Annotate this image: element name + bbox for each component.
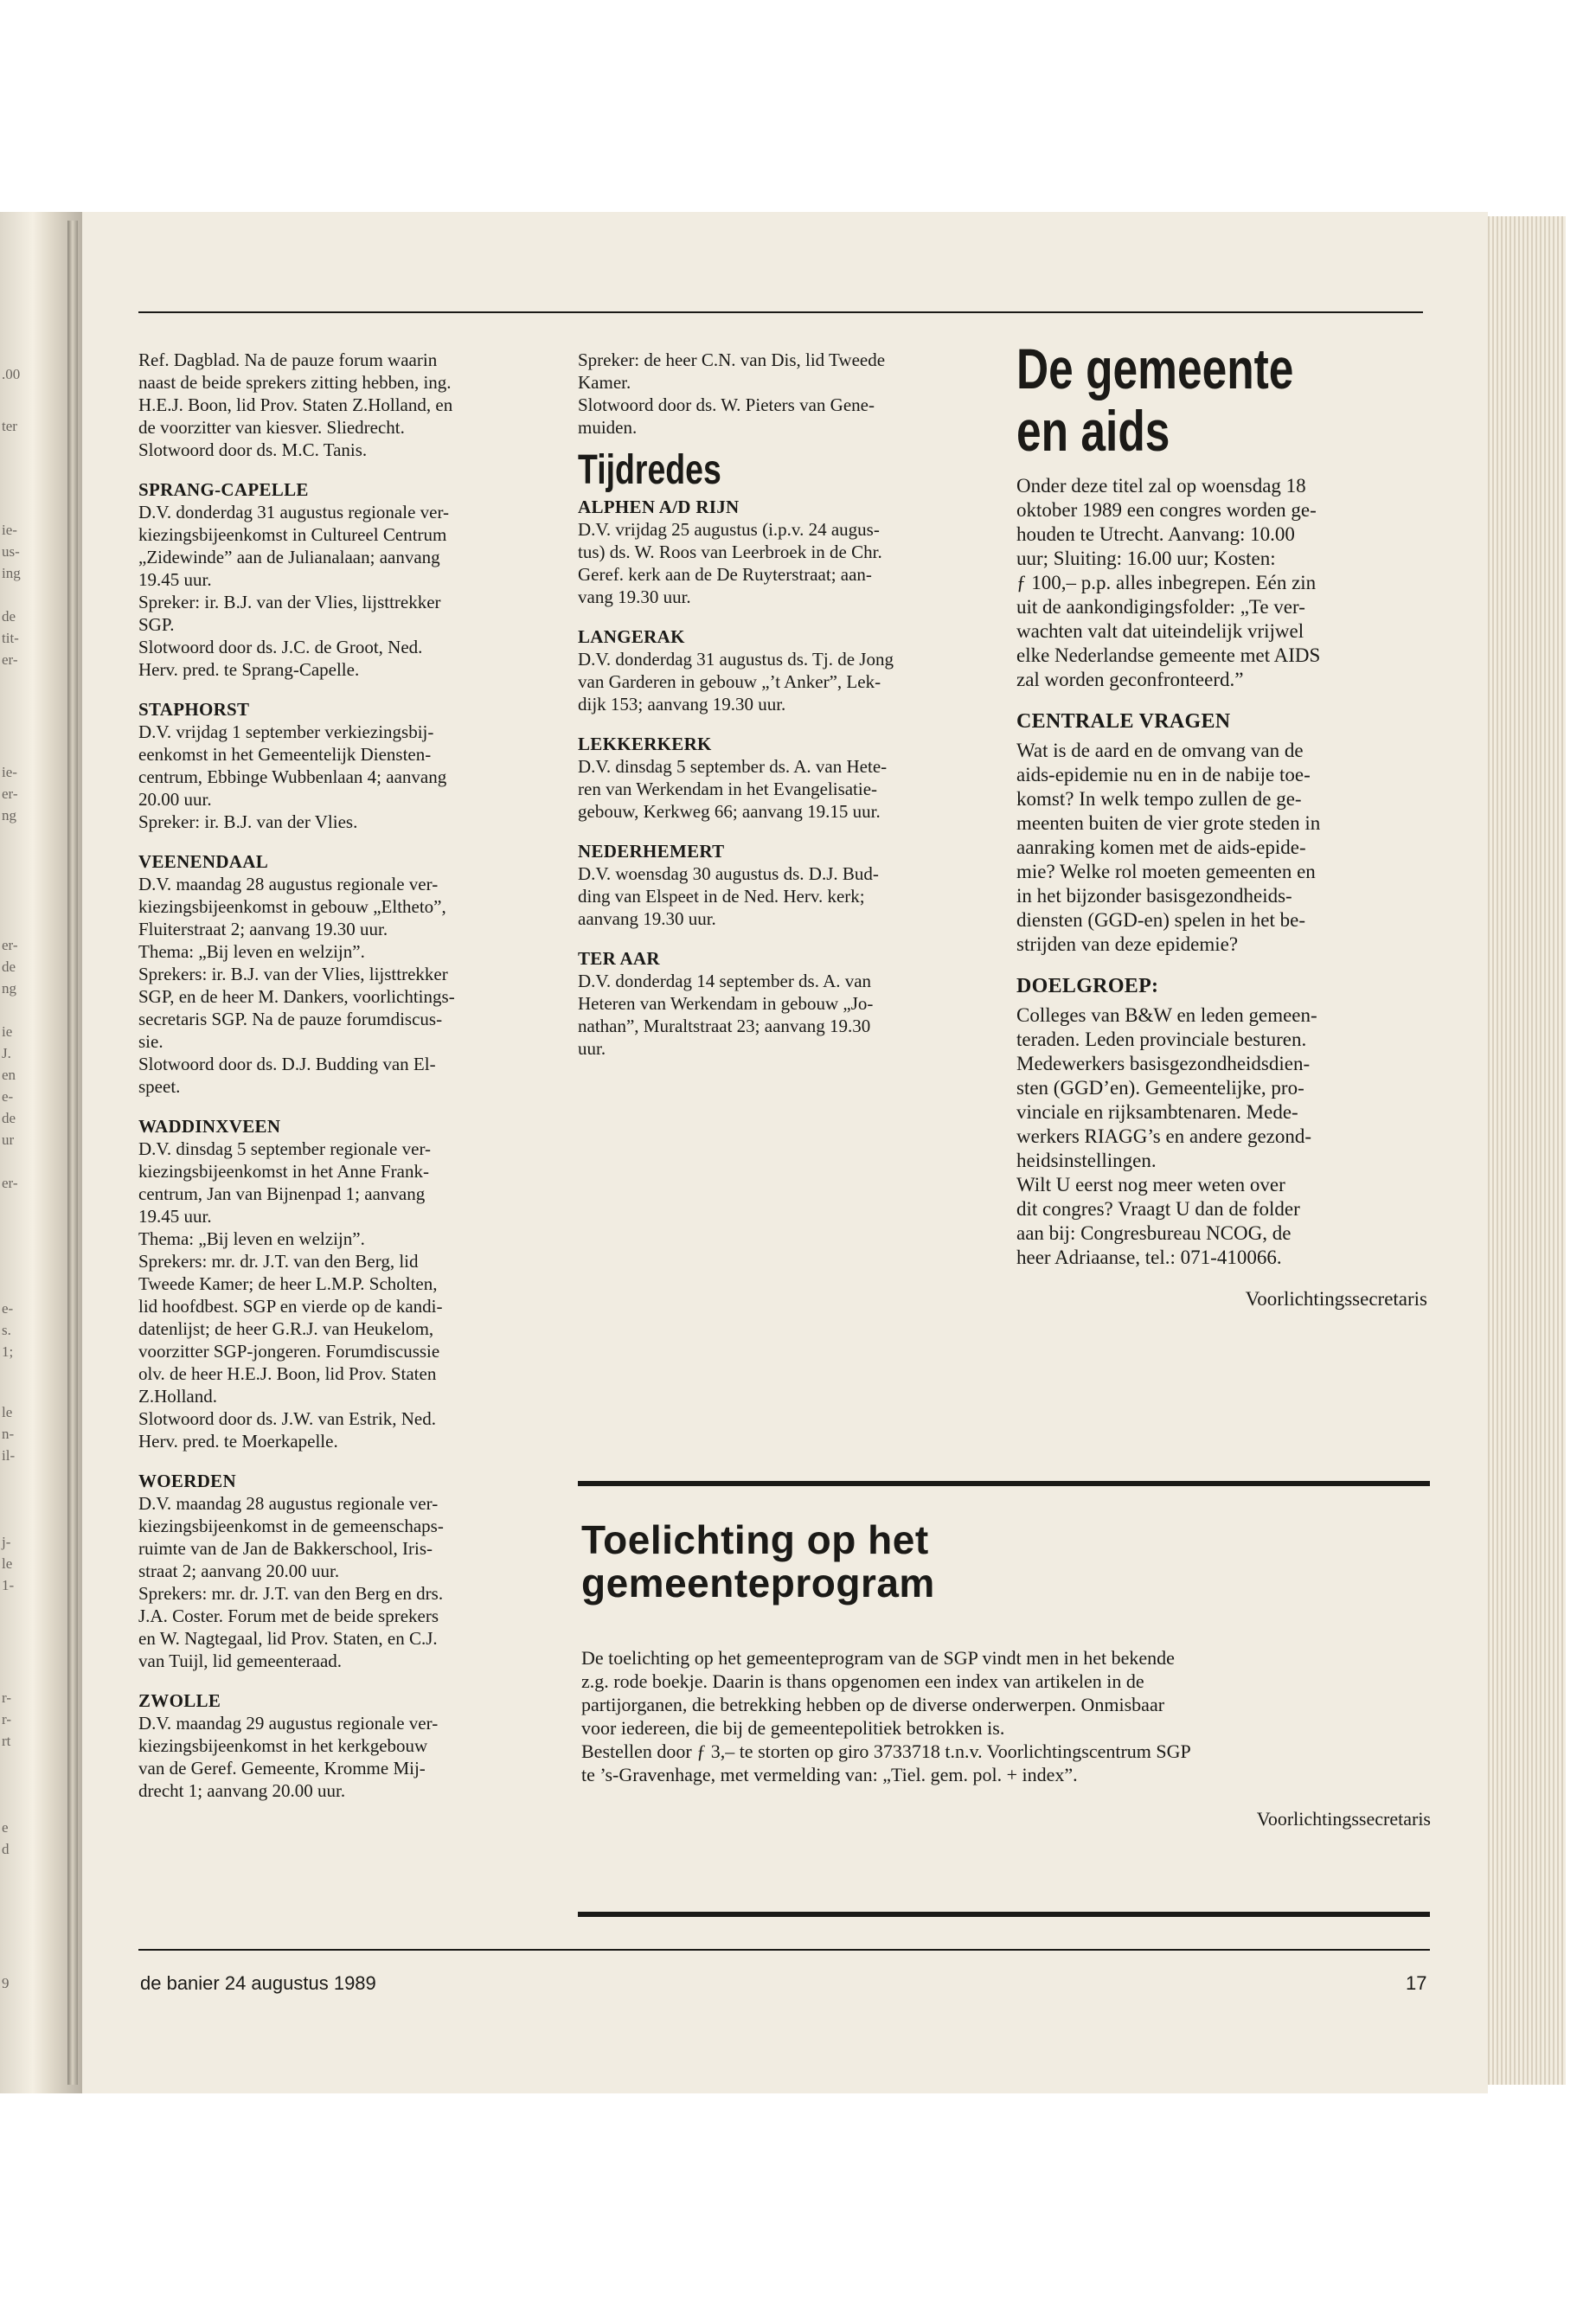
col2-intro-line: Kamer. bbox=[578, 372, 631, 393]
col1-block-line: SGP, en de heer M. Dankers, voorlichtings- bbox=[138, 986, 455, 1007]
col1-block-line: kiezingsbijeenkomst in de gemeenschaps- bbox=[138, 1516, 444, 1536]
col2-block-heading: TER AAR bbox=[578, 948, 660, 969]
margin-fragment: le bbox=[2, 1404, 13, 1420]
col3-block-line: aan bij: Congresbureau NCOG, de bbox=[1016, 1222, 1292, 1244]
col2-block-heading: NEDERHEMERT bbox=[578, 841, 725, 862]
col1-block-heading: SPRANG-CAPELLE bbox=[138, 479, 309, 500]
col3-intro-line: wachten valt dat uiteindelijk vrijwel bbox=[1016, 620, 1304, 642]
col2-block-line: D.V. woensdag 30 augustus ds. D.J. Bud- bbox=[578, 863, 879, 884]
toelichting-top-rule bbox=[578, 1481, 1430, 1486]
col2-intro-line: Spreker: de heer C.N. van Dis, lid Tweede bbox=[578, 349, 886, 370]
col1-block-line: van Tuijl, lid gemeenteraad. bbox=[138, 1650, 343, 1671]
margin-fragment: de bbox=[2, 1110, 16, 1126]
col1-block-line: voorzitter SGP-jongeren. Forumdiscussie bbox=[138, 1341, 440, 1362]
margin-fragment: er- bbox=[2, 651, 18, 668]
col3-block-line: meenten buiten de vier grote steden in bbox=[1016, 812, 1321, 834]
col1-block-line: Fluiterstraat 2; aanvang 19.30 uur. bbox=[138, 919, 388, 939]
col2-intro-line: Slotwoord door ds. W. Pieters van Gene- bbox=[578, 394, 875, 415]
col3-intro-line: houden te Utrecht. Aanvang: 10.00 bbox=[1016, 523, 1295, 545]
col2-section-title: Tijdredes bbox=[578, 447, 721, 493]
column-2 bbox=[578, 349, 993, 1077]
col3-block-line: Medewerkers basisgezondheidsdien- bbox=[1016, 1053, 1311, 1074]
col1-block-line: Sprekers: mr. dr. J.T. van den Berg, lid bbox=[138, 1251, 419, 1272]
col2-block-line: aanvang 19.30 uur. bbox=[578, 908, 716, 929]
binding-edge bbox=[67, 221, 78, 2085]
col3-title-line2: en aids bbox=[1016, 399, 1170, 463]
col1-block bbox=[138, 698, 545, 833]
col3-signature: Voorlichtingssecretaris bbox=[1245, 1288, 1427, 1310]
col1-block-line: speet. bbox=[138, 1076, 181, 1097]
toelichting-body bbox=[581, 1646, 1431, 1786]
col1-block-line: J.A. Coster. Forum met de beide sprekers bbox=[138, 1606, 439, 1626]
col1-block-line: centrum, Jan van Bijnenpad 1; aanvang bbox=[138, 1183, 426, 1204]
col3-block-line: Wat is de aard en de omvang van de bbox=[1016, 740, 1304, 761]
col1-block-line: Tweede Kamer; de heer L.M.P. Scholten, bbox=[138, 1273, 438, 1294]
col2-block bbox=[578, 496, 993, 608]
col1-block bbox=[138, 1470, 545, 1672]
col3-block bbox=[1016, 974, 1427, 1270]
col3-intro-line: Onder deze titel zal op woensdag 18 bbox=[1016, 475, 1306, 497]
col2-block-heading: LANGERAK bbox=[578, 626, 685, 647]
col1-block-line: D.V. vrijdag 1 september verkiezingsbij- bbox=[138, 721, 434, 742]
col1-intro bbox=[138, 349, 545, 461]
col2-block-line: dijk 153; aanvang 19.30 uur. bbox=[578, 694, 786, 715]
col1-block bbox=[138, 1689, 545, 1802]
col1-block-line: secretaris SGP. Na de pauze forumdiscus- bbox=[138, 1009, 443, 1029]
col1-block-line: Herv. pred. te Moerkapelle. bbox=[138, 1431, 338, 1452]
margin-fragment: tit- bbox=[2, 630, 19, 646]
col2-block-line: Geref. kerk aan de De Ruyterstraat; aan- bbox=[578, 564, 872, 585]
bottom-rule-thick bbox=[578, 1912, 1430, 1917]
margin-fragment: er- bbox=[2, 937, 18, 953]
col1-intro-line: Slotwoord door ds. M.C. Tanis. bbox=[138, 439, 368, 460]
col1-block-line: Herv. pred. te Sprang-Capelle. bbox=[138, 659, 360, 680]
col3-block-line: dit congres? Vraagt U dan de folder bbox=[1016, 1198, 1300, 1220]
col2-block-line: D.V. vrijdag 25 augustus (i.p.v. 24 augus- bbox=[578, 519, 880, 540]
col3-block-line: aids-epidemie nu en in de nabije toe- bbox=[1016, 764, 1311, 785]
col2-block bbox=[578, 733, 993, 823]
margin-fragment: d bbox=[2, 1841, 10, 1857]
col1-block-line: datenlijst; de heer G.R.J. van Heukelom, bbox=[138, 1318, 434, 1339]
page-number: 17 bbox=[1406, 1972, 1427, 1994]
col1-block-heading: STAPHORST bbox=[138, 699, 250, 720]
col3-block-heading: CENTRALE VRAGEN bbox=[1016, 710, 1231, 733]
margin-fragment: .00 bbox=[2, 366, 21, 382]
col1-block-line: 20.00 uur. bbox=[138, 789, 212, 810]
col2-block-line: Heteren van Werkendam in gebouw „Jo- bbox=[578, 993, 874, 1014]
margin-fragment: J. bbox=[2, 1045, 11, 1061]
col1-block-line: drecht 1; aanvang 20.00 uur. bbox=[138, 1780, 346, 1801]
margin-fragment: e bbox=[2, 1819, 9, 1836]
col2-block-line: nathan”, Muraltstraat 23; aanvang 19.30 bbox=[578, 1016, 871, 1036]
col2-block-heading: ALPHEN A/D RIJN bbox=[578, 497, 740, 517]
col2-block-line: D.V. donderdag 31 augustus ds. Tj. de Jong bbox=[578, 649, 894, 670]
col3-block-line: teraden. Leden provinciale besturen. bbox=[1016, 1029, 1307, 1050]
col3-block-line: diensten (GGD-en) spelen in het be- bbox=[1016, 909, 1306, 931]
col1-block-heading: WADDINXVEEN bbox=[138, 1116, 281, 1137]
col1-block-line: sie. bbox=[138, 1031, 163, 1052]
col2-block bbox=[578, 625, 993, 715]
margin-fragment: 1; bbox=[2, 1343, 14, 1360]
col1-intro-line: H.E.J. Boon, lid Prov. Staten Z.Holland, en bbox=[138, 394, 453, 415]
col1-block-line: en W. Nagtegaal, lid Prov. Staten, en C.J. bbox=[138, 1628, 438, 1649]
margin-fragment: us- bbox=[2, 543, 20, 560]
col1-block-line: SGP. bbox=[138, 614, 175, 635]
footer-left: de banier 24 augustus 1989 bbox=[140, 1972, 376, 1994]
col2-block bbox=[578, 840, 993, 930]
toelichting-line: partijorganen, die betrekking hebben op de diverse onderwerpen. Onmisbaar bbox=[581, 1694, 1165, 1715]
col3-block-line: heidsinstellingen. bbox=[1016, 1150, 1157, 1171]
col1-block-line: Thema: „Bij leven en welzijn”. bbox=[138, 1228, 365, 1249]
col2-block-line: tus) ds. W. Roos van Leerbroek in de Chr. bbox=[578, 542, 882, 562]
col2-block-line: ren van Werkendam in het Evangelisatie- bbox=[578, 779, 878, 799]
toelichting-title-line1: Toelichting op het bbox=[581, 1517, 929, 1562]
toelichting-title bbox=[581, 1518, 1431, 1605]
col1-block bbox=[138, 478, 545, 681]
col1-block-line: kiezingsbijeenkomst in het Anne Frank- bbox=[138, 1161, 429, 1182]
col1-block-line: kiezingsbijeenkomst in gebouw „Eltheto”, bbox=[138, 896, 446, 917]
margin-fragment: r- bbox=[2, 1711, 11, 1727]
toelichting-line: z.g. rode boekje. Daarin is thans opgenomen een index van artikelen in de bbox=[581, 1670, 1144, 1692]
col2-block-line: gebouw, Kerkweg 66; aanvang 19.15 uur. bbox=[578, 801, 881, 822]
col1-block-line: D.V. donderdag 31 augustus regionale ver- bbox=[138, 502, 450, 522]
col2-block-line: vang 19.30 uur. bbox=[578, 586, 691, 607]
margin-fragment: de bbox=[2, 958, 16, 975]
col3-intro-line: uit de aankondigingsfolder: „Te ver- bbox=[1016, 596, 1305, 618]
col1-block-line: Thema: „Bij leven en welzijn”. bbox=[138, 941, 365, 962]
col3-block-line: vinciale en rijksambtenaren. Mede- bbox=[1016, 1101, 1298, 1123]
col3-block-line: strijden van deze epidemie? bbox=[1016, 933, 1239, 955]
col1-block-heading: VEENENDAAL bbox=[138, 851, 269, 872]
margin-fragment: ur bbox=[2, 1131, 15, 1148]
margin-fragment: de bbox=[2, 608, 16, 625]
col1-block-line: straat 2; aanvang 20.00 uur. bbox=[138, 1561, 340, 1581]
col3-block-line: mie? Welke rol moeten gemeenten en bbox=[1016, 861, 1316, 882]
margin-fragment: en bbox=[2, 1067, 16, 1083]
toelichting-line: Bestellen door ƒ 3,– te storten op giro 3733718 t.n.v. Voorlichtingscentrum SGP bbox=[581, 1740, 1191, 1762]
col1-block-line: Slotwoord door ds. J.W. van Estrik, Ned. bbox=[138, 1408, 436, 1429]
col3-intro-line: oktober 1989 een congres worden ge- bbox=[1016, 499, 1317, 521]
col3-block-line: heer Adriaanse, tel.: 071-410066. bbox=[1016, 1247, 1282, 1268]
margin-fragment: r- bbox=[2, 1689, 11, 1706]
margin-fragment: j- bbox=[2, 1534, 11, 1550]
col1-block-line: Sprekers: mr. dr. J.T. van den Berg en drs. bbox=[138, 1583, 444, 1604]
top-rule bbox=[138, 311, 1423, 313]
margin-fragment: ie- bbox=[2, 522, 17, 538]
col1-intro-line: de voorzitter van kiesver. Sliedrecht. bbox=[138, 417, 405, 438]
margin-fragment: er- bbox=[2, 785, 18, 802]
margin-fragment: ing bbox=[2, 565, 21, 581]
col1-block-line: „Zidewinde” aan de Julianalaan; aanvang bbox=[138, 547, 440, 567]
col1-block-line: kiezingsbijeenkomst in Cultureel Centrum bbox=[138, 524, 447, 545]
col3-intro-line: uur; Sluiting: 16.00 uur; Kosten: bbox=[1016, 548, 1276, 569]
column-3 bbox=[1016, 337, 1427, 1311]
col1-intro-line: naast de beide sprekers zitting hebben, ing. bbox=[138, 372, 452, 393]
toelichting-title-line2: gemeenteprogram bbox=[581, 1561, 935, 1606]
col2-intro-line: muiden. bbox=[578, 417, 638, 438]
margin-fragment: il- bbox=[2, 1447, 16, 1464]
margin-fragment: n- bbox=[2, 1426, 15, 1442]
margin-fragment: rt bbox=[2, 1733, 11, 1749]
margin-fragment: ng bbox=[2, 807, 16, 824]
margin-fragment: 1- bbox=[2, 1577, 15, 1593]
col2-block-line: D.V. dinsdag 5 september ds. A. van Hete- bbox=[578, 756, 888, 777]
margin-fragment: ter bbox=[2, 418, 17, 434]
col1-block-line: D.V. maandag 29 augustus regionale ver- bbox=[138, 1713, 439, 1734]
col1-block-line: Slotwoord door ds. D.J. Budding van El- bbox=[138, 1054, 436, 1074]
col1-block-line: Spreker: ir. B.J. van der Vlies. bbox=[138, 811, 358, 832]
col1-block bbox=[138, 1115, 545, 1452]
col1-block-line: D.V. dinsdag 5 september regionale ver- bbox=[138, 1138, 432, 1159]
previous-page-margin bbox=[2, 0, 36, 2301]
toelichting-line: voor iedereen, die bij de gemeentepolitiek betrokken is. bbox=[581, 1717, 1005, 1739]
bottom-rule-thin bbox=[138, 1949, 1430, 1951]
margin-fragment: ng bbox=[2, 980, 16, 997]
col3-intro-line: zal worden geconfronteerd.” bbox=[1016, 669, 1244, 690]
col1-block-heading: ZWOLLE bbox=[138, 1690, 221, 1711]
col2-block-line: ding van Elspeet in de Ned. Herv. kerk; bbox=[578, 886, 865, 907]
col1-block-line: Z.Holland. bbox=[138, 1386, 217, 1407]
col1-block bbox=[138, 850, 545, 1098]
col3-intro-line: ƒ 100,– p.p. alles inbegrepen. Eén zin bbox=[1016, 572, 1317, 593]
col3-block-line: werkers RIAGG’s en andere gezond- bbox=[1016, 1125, 1312, 1147]
toelichting-signature: Voorlichtingssecretaris bbox=[1256, 1808, 1431, 1830]
margin-fragment: e- bbox=[2, 1088, 14, 1105]
col2-block-heading: LEKKERKERK bbox=[578, 734, 712, 754]
col3-block-line: sten (GGD’en). Gemeentelijke, pro- bbox=[1016, 1077, 1304, 1099]
page-stack bbox=[1488, 216, 1566, 2085]
margin-fragment: s. bbox=[2, 1322, 11, 1338]
toelichting-article bbox=[581, 1518, 1431, 1830]
col3-block-heading: DOELGROEP: bbox=[1016, 975, 1159, 997]
col1-block-line: Sprekers: ir. B.J. van der Vlies, lijsttrekker bbox=[138, 964, 448, 984]
col1-block-line: Spreker: ir. B.J. van der Vlies, lijsttrekker bbox=[138, 592, 441, 612]
col1-block-line: 19.45 uur. bbox=[138, 1206, 212, 1227]
col1-block-line: centrum, Ebbinge Wubbenlaan 4; aanvang bbox=[138, 766, 447, 787]
column-1 bbox=[138, 349, 545, 1819]
col1-block-heading: WOERDEN bbox=[138, 1471, 236, 1491]
margin-fragment: er- bbox=[2, 1175, 18, 1191]
col1-block-line: ruimte van de Jan de Bakkerschool, Iris- bbox=[138, 1538, 433, 1559]
col1-block-line: lid hoofdbest. SGP en vierde op de kandi- bbox=[138, 1296, 443, 1317]
col3-intro-line: elke Nederlandse gemeente met AIDS bbox=[1016, 644, 1321, 666]
col2-block-line: D.V. donderdag 14 september ds. A. van bbox=[578, 971, 872, 991]
col3-title bbox=[1016, 337, 1337, 462]
col3-block-line: aanraking komen met de aids-epide- bbox=[1016, 836, 1306, 858]
col1-block-line: kiezingsbijeenkomst in het kerkgebouw bbox=[138, 1735, 428, 1756]
toelichting-line: De toelichting op het gemeenteprogram van de SGP vindt men in het bekende bbox=[581, 1647, 1175, 1669]
col3-block-line: Colleges van B&W en leden gemeen- bbox=[1016, 1004, 1317, 1026]
margin-fragment: e- bbox=[2, 1300, 14, 1317]
col2-intro bbox=[578, 349, 993, 439]
col2-block-line: uur. bbox=[578, 1038, 606, 1059]
margin-fragment: ie bbox=[2, 1023, 13, 1040]
col3-block-line: in het bijzonder basisgezondheids- bbox=[1016, 885, 1292, 907]
col3-intro bbox=[1016, 474, 1427, 692]
col1-block-line: D.V. maandag 28 augustus regionale ver- bbox=[138, 1493, 439, 1514]
toelichting-line: te ’s-Gravenhage, met vermelding van: „Tiel. gem. pol. + index”. bbox=[581, 1764, 1078, 1785]
col3-block-line: komst? In welk tempo zullen de ge- bbox=[1016, 788, 1302, 810]
col3-title-line1: De gemeente bbox=[1016, 336, 1294, 401]
col1-block-line: 19.45 uur. bbox=[138, 569, 212, 590]
col3-block-line: Wilt U eerst nog meer weten over bbox=[1016, 1174, 1285, 1195]
col2-block bbox=[578, 947, 993, 1060]
col2-block-line: van Garderen in gebouw „’t Anker”, Lek- bbox=[578, 671, 881, 692]
col1-intro-line: Ref. Dagblad. Na de pauze forum waarin bbox=[138, 349, 438, 370]
col1-block-line: D.V. maandag 28 augustus regionale ver- bbox=[138, 874, 439, 894]
margin-fragment: ie- bbox=[2, 764, 17, 780]
col1-block-line: Slotwoord door ds. J.C. de Groot, Ned. bbox=[138, 637, 423, 657]
col1-block-line: van de Geref. Gemeente, Kromme Mij- bbox=[138, 1758, 426, 1779]
margin-fragment: 9 bbox=[2, 1975, 10, 1991]
col1-block-line: eenkomst in het Gemeentelijk Diensten- bbox=[138, 744, 432, 765]
col3-block bbox=[1016, 709, 1427, 957]
col1-block-line: olv. de heer H.E.J. Boon, lid Prov. Staten bbox=[138, 1363, 437, 1384]
margin-fragment: le bbox=[2, 1555, 13, 1572]
